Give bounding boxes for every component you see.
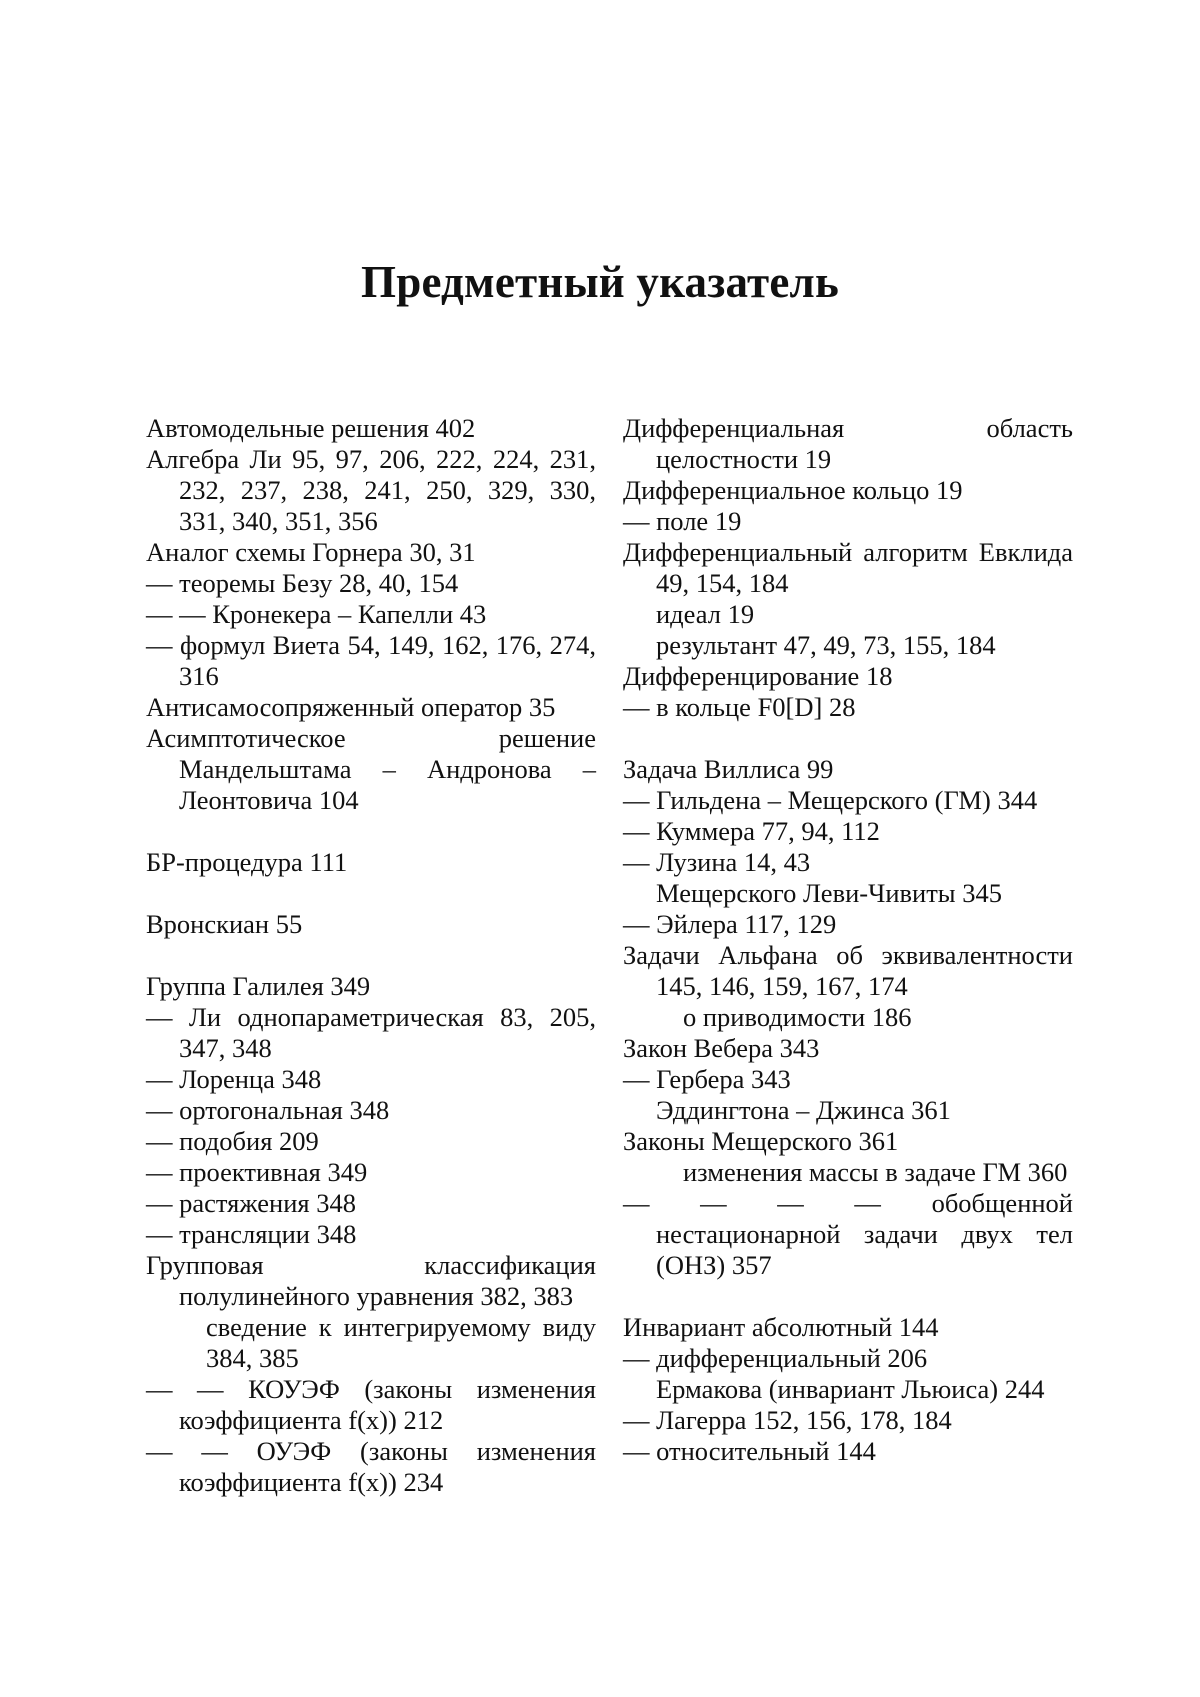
index-entry: Автомодельные решения 402 bbox=[146, 413, 476, 443]
index-entry: — — КОУЭФ (законы изменения коэффициента f(x)) 212 bbox=[146, 1374, 596, 1435]
index-entry: БР-процедура 111 bbox=[146, 847, 348, 877]
index-entry: Асимптотическое решение Мандельштама – Андронова – Леонтовича 104 bbox=[146, 723, 596, 815]
index-entry: — теоремы Безу 28, 40, 154 bbox=[146, 568, 459, 598]
index-entry: — в кольце F0[D] 28 bbox=[623, 692, 856, 722]
page-title: Предметный указатель bbox=[361, 257, 839, 307]
index-entry: — Гильдена – Мещерского (ГМ) 344 bbox=[623, 785, 1038, 815]
index-column-left bbox=[146, 413, 596, 1498]
index-entry: Групповая классификация полулинейного уравнения 382, 383 bbox=[146, 1250, 596, 1311]
index-column-right bbox=[623, 413, 1073, 1467]
index-subentry: Эддингтона – Джинса 361 bbox=[656, 1095, 951, 1125]
index-entry: — Лоренца 348 bbox=[146, 1064, 322, 1094]
index-entry: Аналог схемы Горнера 30, 31 bbox=[146, 537, 476, 567]
index-entry: — формул Виета 54, 149, 162, 176, 274, 316 bbox=[146, 630, 596, 691]
index-entry: — трансляции 348 bbox=[146, 1219, 357, 1249]
index-subentry: Мещерского Леви-Чивиты 345 bbox=[656, 878, 1002, 908]
index-entry: Инвариант абсолютный 144 bbox=[623, 1312, 939, 1342]
section-gap bbox=[146, 940, 596, 971]
index-entry: Дифференциальное кольцо 19 bbox=[623, 475, 963, 505]
index-entry: — — — — обобщенной нестационарной задачи двух тел (ОНЗ) 357 bbox=[623, 1188, 1073, 1280]
index-entry: Алгебра Ли 95, 97, 206, 222, 224, 231, 232, 237, 238, 241, 250, 329, 330, 331, 340, 351, 356 bbox=[146, 444, 596, 536]
section-gap bbox=[623, 723, 1073, 754]
index-entry: — подобия 209 bbox=[146, 1126, 319, 1156]
index-entry: — поле 19 bbox=[623, 506, 742, 536]
index-entry: — — Кронекера – Капелли 43 bbox=[146, 599, 487, 629]
index-entry: — проективная 349 bbox=[146, 1157, 368, 1187]
index-entry: Дифференцирование 18 bbox=[623, 661, 893, 691]
index-entry: — растяжения 348 bbox=[146, 1188, 356, 1218]
index-entry: Дифференциальный алгоритм Евклида 49, 154, 184 bbox=[623, 537, 1073, 598]
index-entry: — дифференциальный 206 bbox=[623, 1343, 928, 1373]
index-entry: Группа Галилея 349 bbox=[146, 971, 371, 1001]
index-subentry: о приводимости 186 bbox=[683, 1002, 912, 1032]
index-subentry: сведение к интегрируемому виду 384, 385 bbox=[206, 1312, 596, 1373]
index-entry: — Эйлера 117, 129 bbox=[623, 909, 837, 939]
index-entry: — Ли однопараметрическая 83, 205, 347, 348 bbox=[146, 1002, 596, 1063]
index-entry: Законы Мещерского 361 bbox=[623, 1126, 899, 1156]
index-entry: Закон Вебера 343 bbox=[623, 1033, 820, 1063]
section-gap bbox=[146, 878, 596, 909]
index-entry: — — ОУЭФ (законы изменения коэффициента f(x)) 234 bbox=[146, 1436, 596, 1497]
index-entry: Задачи Альфана об эквивалентности 145, 146, 159, 167, 174 bbox=[623, 940, 1073, 1001]
index-entry: Задача Виллиса 99 bbox=[623, 754, 834, 784]
index-subentry: Ермакова (инвариант Льюиса) 244 bbox=[656, 1374, 1045, 1404]
index-entry: — Гербера 343 bbox=[623, 1064, 791, 1094]
index-subentry: результант 47, 49, 73, 155, 184 bbox=[656, 630, 996, 660]
index-entry: Дифференциальная область целостности 19 bbox=[623, 413, 1073, 474]
index-subentry: изменения массы в задаче ГМ 360 bbox=[683, 1157, 1068, 1187]
section-gap bbox=[623, 1281, 1073, 1312]
index-entry: — Лузина 14, 43 bbox=[623, 847, 811, 877]
index-subentry: идеал 19 bbox=[656, 599, 755, 629]
index-entry: — ортогональная 348 bbox=[146, 1095, 390, 1125]
section-gap bbox=[146, 816, 596, 847]
index-entry: Антисамосопряженный оператор 35 bbox=[146, 692, 556, 722]
index-entry: — Куммера 77, 94, 112 bbox=[623, 816, 880, 846]
index-entry: Вронскиан 55 bbox=[146, 909, 303, 939]
index-entry: — Лагерра 152, 156, 178, 184 bbox=[623, 1405, 952, 1435]
index-entry: — относительный 144 bbox=[623, 1436, 876, 1466]
